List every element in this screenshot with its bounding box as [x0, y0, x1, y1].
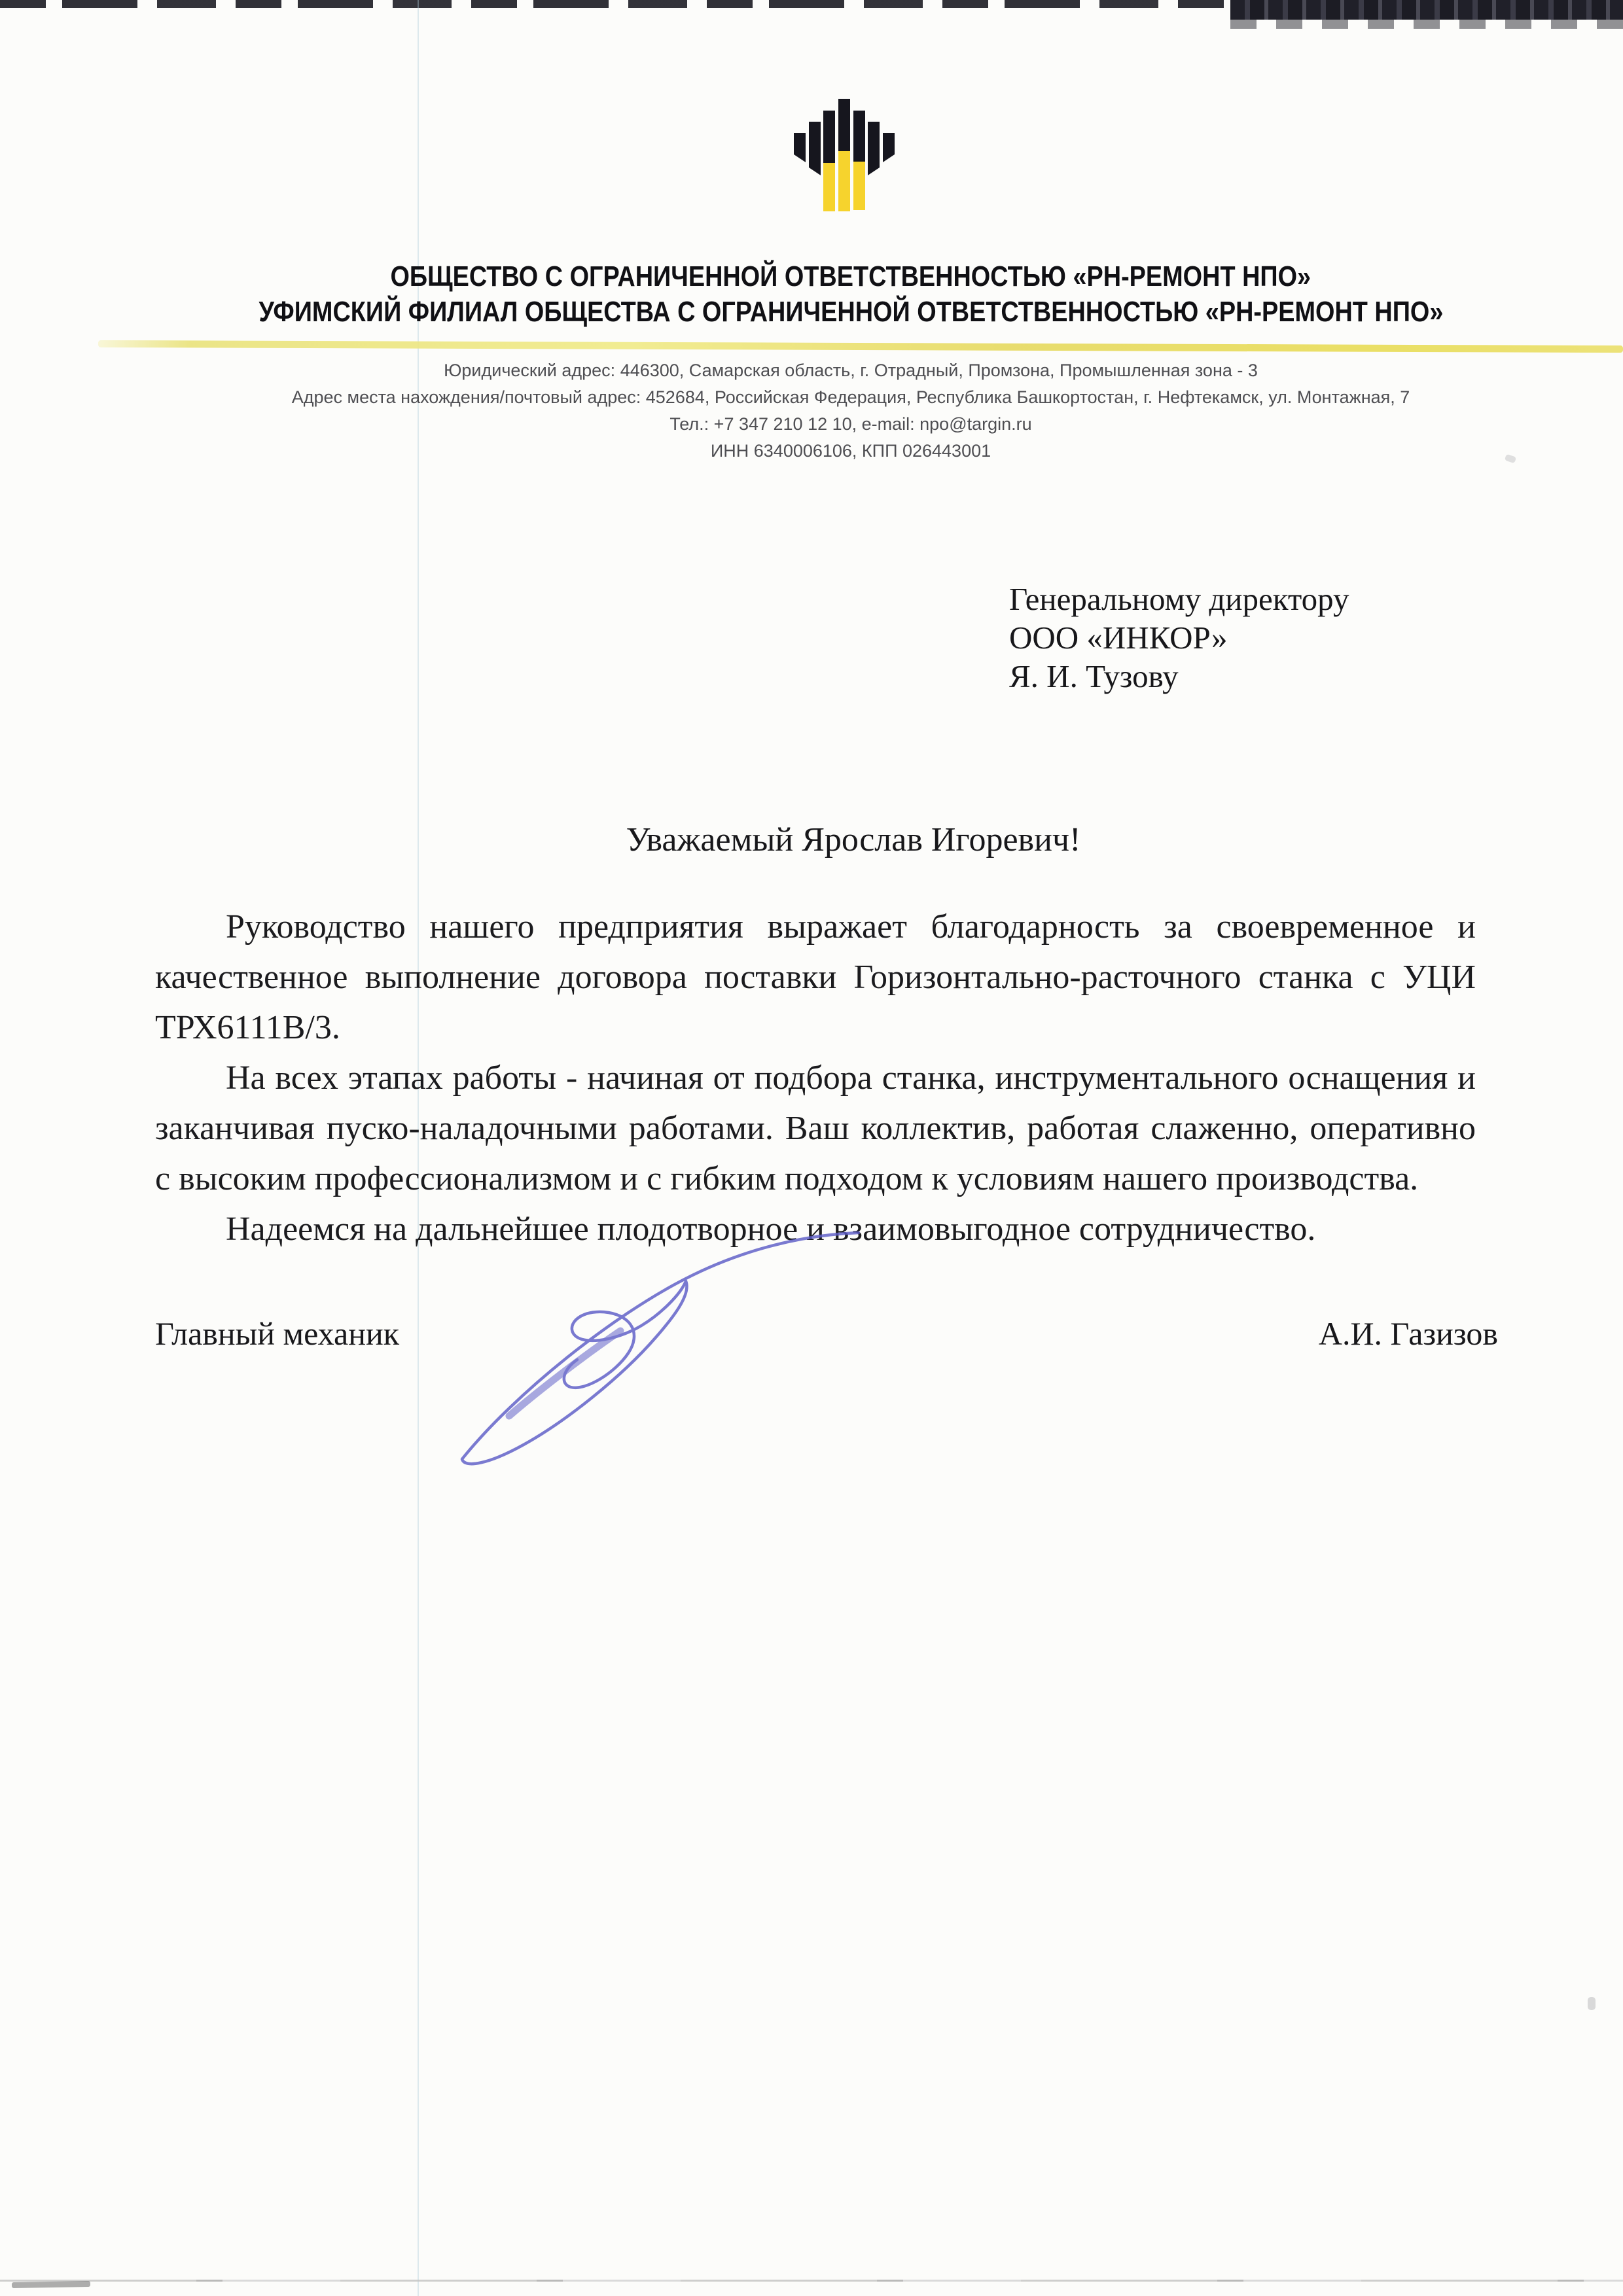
body-paragraph-3: Надеемся на дальнейшее плодотворное и взаимовыгодное сотрудничество. [226, 1210, 1316, 1248]
scan-artifact-bottom-line [0, 2280, 1623, 2282]
letterhead-company-names [79, 259, 1623, 330]
company-name-line2-text: УФИМСКИЙ ФИЛИАЛ ОБЩЕСТВА С ОГРАНИЧЕННОЙ ОТВЕТСТВЕННОСТЬЮ «РН-РЕМОНТ НПО» [258, 296, 1444, 328]
letterhead-yellow-rule [98, 340, 1623, 353]
postal-address: Адрес места нахождения/почтовый адрес: 452684, Российская Федерация, Республика Башкортостан, г. Нефтекамск, ул. Монтажная, 7 [291, 387, 1410, 407]
scan-speck [1588, 1997, 1596, 2010]
recipient-title: Генеральному директору [1009, 581, 1349, 617]
phone-email: Тел.: +7 347 210 12 10, e-mail: npo@targin.ru [669, 414, 1032, 434]
scan-artifact-bottom-smudge [12, 2281, 90, 2288]
signature-ink-icon [425, 1216, 883, 1491]
recipient-person: Я. И. Тузову [1009, 658, 1179, 694]
scan-artifact-top-left [0, 0, 1230, 8]
legal-address: Юридический адрес: 446300, Самарская область, г. Отрадный, Промзона, Промышленная зона - 3 [444, 361, 1258, 380]
recipient-company: ООО «ИНКОР» [1009, 620, 1228, 656]
letter-body [155, 902, 1476, 1254]
signoff-row [155, 1314, 1498, 1353]
handwritten-signature [425, 1216, 883, 1491]
body-paragraph-2: На всех этапах работы - начиная от подбора станка, инструментального оснащения и заканчивая пуско-наладочными работами. Ваш коллектив, работая слаженно, оперативно с высоким профессионализмом и с гибким подходом к условиям нашего производства. [155, 1059, 1476, 1197]
company-name-line2 [79, 294, 1623, 330]
letterhead-address-block [79, 357, 1623, 465]
recipient-block [1009, 580, 1349, 696]
salutation: Уважаемый Ярослав Игоревич! [626, 821, 1081, 858]
tax-ids: ИНН 6340006106, КПП 026443001 [710, 441, 991, 461]
body-paragraph-1: Руководство нашего предприятия выражает благодарность за своевременное и качественное выполнение договора поставки Горизонтально-расточного станка с УЦИ ТРХ6111В/3. [155, 908, 1476, 1046]
company-name-line1-text: ОБЩЕСТВО С ОГРАНИЧЕННОЙ ОТВЕТСТВЕННОСТЬЮ «РН-РЕМОНТ НПО» [390, 260, 1311, 292]
company-name-line1 [79, 259, 1623, 294]
rosneft-logo [794, 97, 895, 213]
scan-artifact-top-right [1230, 0, 1623, 20]
rosneft-logo-icon [794, 97, 895, 213]
signoff-position-title: Главный механик [155, 1315, 400, 1352]
signoff-name: А.И. Газизов [1318, 1315, 1498, 1352]
